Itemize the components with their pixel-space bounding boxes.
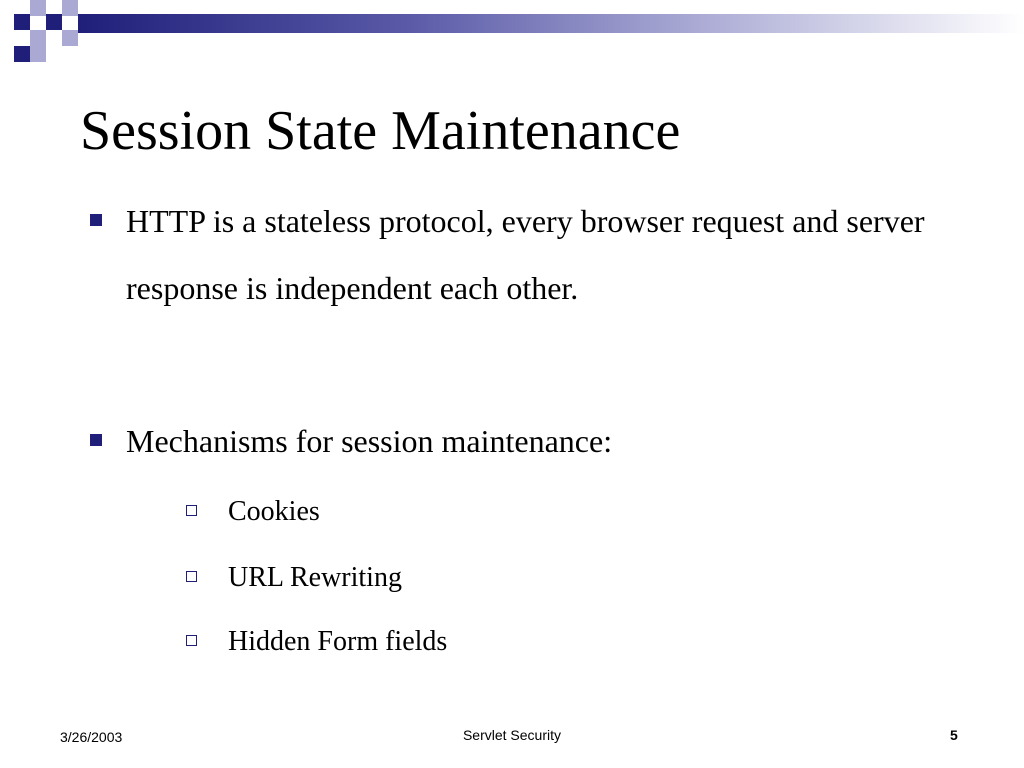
bullet-item xyxy=(90,408,970,475)
decor-square xyxy=(46,14,62,30)
hollow-square-bullet-icon xyxy=(186,505,197,516)
bullet-text: Mechanisms for session maintenance: xyxy=(126,423,613,459)
decor-square xyxy=(30,30,46,46)
page-number: 5 xyxy=(950,727,958,743)
sub-bullet-text: Cookies xyxy=(228,496,320,527)
hollow-square-bullet-icon xyxy=(186,571,197,582)
decor-square xyxy=(14,14,30,30)
decor-square xyxy=(62,30,78,46)
bullet-item xyxy=(90,188,970,322)
decor-square xyxy=(14,46,30,62)
square-bullet-icon xyxy=(90,434,102,446)
sub-bullet-text: URL Rewriting xyxy=(228,562,402,593)
footer-date: 3/26/2003 xyxy=(60,729,123,745)
decor-square xyxy=(30,46,46,62)
header-gradient-bar xyxy=(78,14,1024,33)
sub-bullet-item xyxy=(186,560,402,596)
decor-square xyxy=(62,0,78,16)
sub-bullet-item xyxy=(186,494,320,530)
square-bullet-icon xyxy=(90,214,102,226)
sub-bullet-item xyxy=(186,624,447,660)
decor-square xyxy=(30,0,46,16)
slide-title: Session State Maintenance xyxy=(80,100,681,162)
hollow-square-bullet-icon xyxy=(186,635,197,646)
bullet-text: HTTP is a stateless protocol, every browser request and server response is independent each other. xyxy=(126,203,925,306)
sub-bullet-text: Hidden Form fields xyxy=(228,626,448,657)
footer-title: Servlet Security xyxy=(462,727,562,743)
